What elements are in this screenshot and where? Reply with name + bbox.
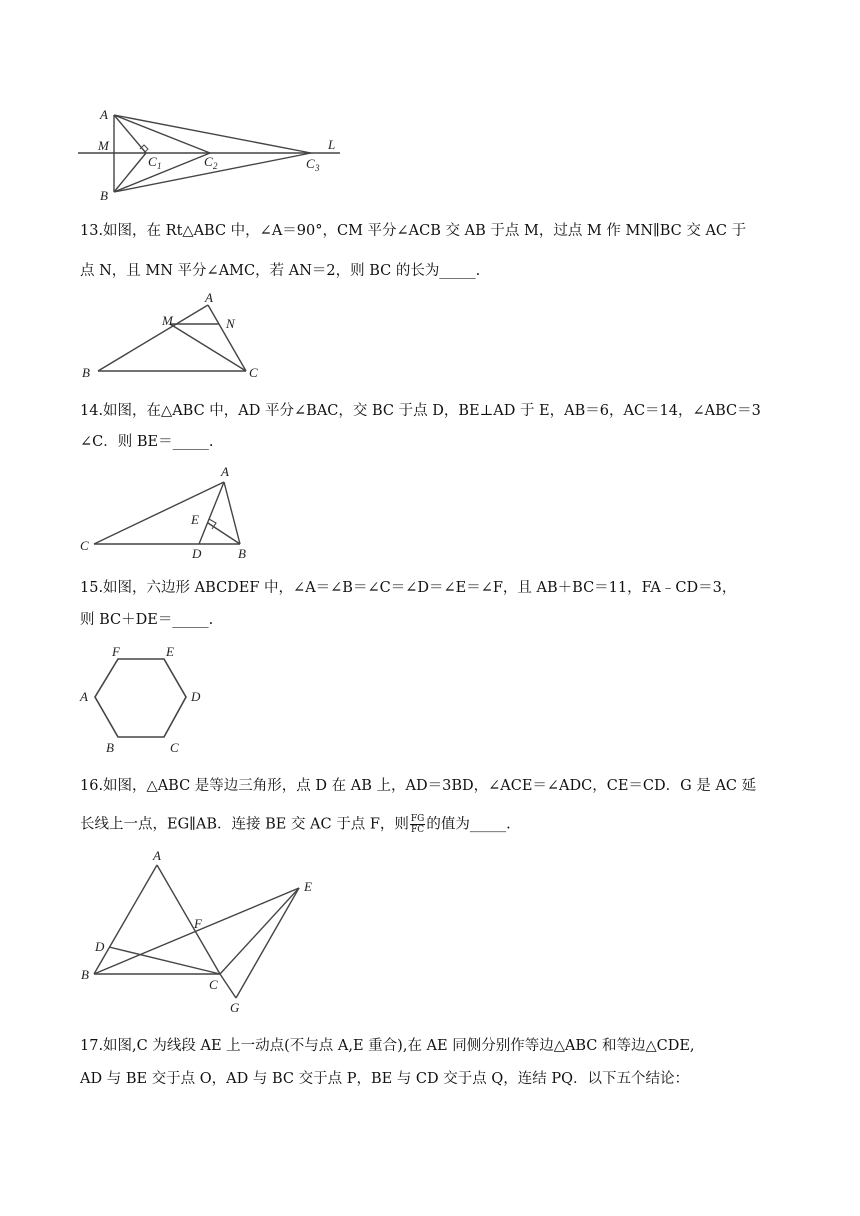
label-C: C (80, 538, 89, 553)
q17-line2: AD 与 BE 交于点 O，AD 与 BC 交于点 P，BE 与 CD 交于点 Q，连结 PQ．以下五个结论： (80, 1071, 690, 1087)
fraction-denominator: FC (411, 825, 425, 835)
label-D: D (191, 689, 201, 704)
label-C: C (249, 365, 258, 380)
label-M: M (162, 313, 173, 328)
label-M: M (98, 138, 109, 153)
q13-line2: 点 N，且 MN 平分∠AMC，若 AN＝2，则 BC 的长为_____. (80, 263, 481, 279)
label-A: A (205, 290, 213, 305)
label-A: A (153, 848, 161, 863)
label-B: B (238, 546, 246, 561)
figure-q16 (78, 848, 328, 1018)
label-C3-sub: 3 (315, 163, 320, 173)
label-E: E (191, 512, 199, 527)
figure-q13 (78, 288, 278, 383)
figure-q14 (78, 462, 268, 562)
q15-line1: 15.如图，六边形 ABCDEF 中，∠A＝∠B＝∠C＝∠D＝∠E＝∠F，且 AB＋BC＝11，FA﹣CD＝3， (80, 580, 737, 596)
label-G: G (230, 1000, 240, 1015)
q14-line1: 14.如图，在△ABC 中，AD 平分∠BAC，交 BC 于点 D，BE⊥AD 于 E，AB＝6，AC＝14，∠ABC＝3 (80, 403, 761, 419)
label-C1-sub: 1 (157, 161, 162, 171)
q14-line2: ∠C．则 BE＝_____. (80, 434, 214, 450)
label-C1: C (148, 154, 157, 169)
q16-line2-post: 的值为_____. (426, 816, 511, 833)
fraction-fg-fc (410, 814, 425, 835)
label-D: D (192, 546, 202, 561)
label-A: A (80, 689, 88, 704)
label-C3: C (306, 156, 315, 171)
label-B: B (100, 188, 108, 203)
label-F: F (194, 916, 202, 931)
label-C: C (209, 977, 218, 992)
figure-q15 (78, 644, 208, 756)
label-C: C (170, 740, 179, 755)
label-B: B (82, 365, 90, 380)
label-A: A (100, 107, 108, 122)
q16-line1: 16.如图，△ABC 是等边三角形，点 D 在 AB 上，AD＝3BD，∠ACE＝∠ADC，CE＝CD．G 是 AC 延 (80, 778, 757, 794)
label-C2-sub: 2 (213, 161, 218, 171)
label-N: N (226, 316, 235, 331)
label-D: D (95, 939, 105, 954)
q17-line1: 17.如图,C 为线段 AE 上一动点(不与点 A,E 重合),在 AE 同侧分别作等边△ABC 和等边△CDE, (80, 1038, 695, 1054)
label-C2: C (204, 154, 213, 169)
q13-line1: 13.如图，在 Rt△ABC 中，∠A＝90°，CM 平分∠ACB 交 AB 于点 M，过点 M 作 MN∥BC 交 AC 于 (80, 223, 747, 239)
q16-line2 (80, 814, 511, 835)
figure-q12 (78, 104, 348, 206)
q16-line2-pre: 长线上一点，EG∥AB．连接 BE 交 AC 于点 F，则 (80, 816, 409, 833)
fraction-numerator: FG (410, 814, 425, 824)
label-B: B (81, 967, 89, 982)
label-B: B (106, 740, 114, 755)
label-E: E (166, 644, 174, 659)
label-L: L (328, 137, 336, 152)
label-A: A (221, 464, 229, 479)
label-F: F (112, 644, 120, 659)
label-E: E (304, 879, 312, 894)
q15-line2: 则 BC＋DE＝_____. (80, 612, 214, 628)
